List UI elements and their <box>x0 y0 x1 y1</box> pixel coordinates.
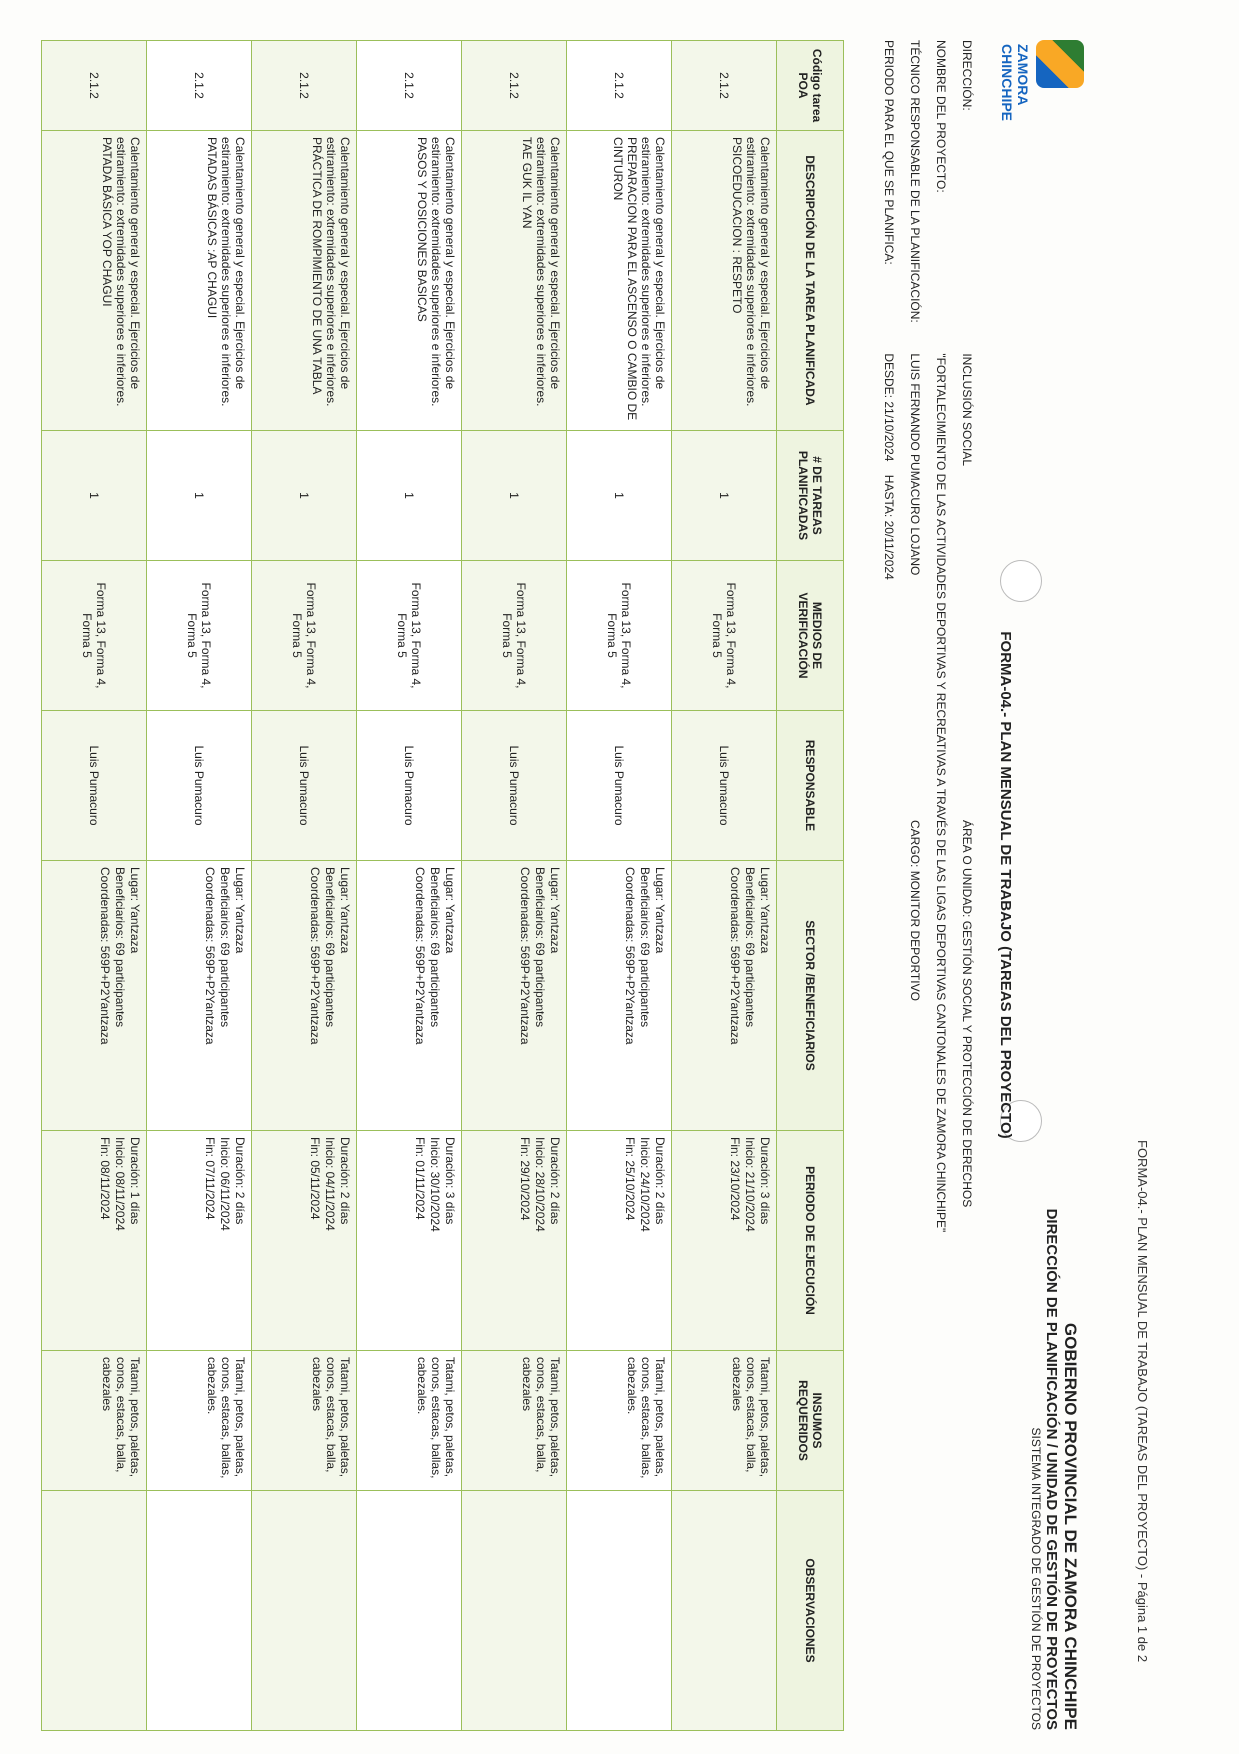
required-supplies: Tatami, petos, paletas, conos, estacas, ballas, cabezales. <box>357 1351 462 1491</box>
table-row <box>357 41 462 1731</box>
verification-means: Forma 13, Forma 4, Forma 5 <box>252 561 357 711</box>
desde-value: 21/10/2024 <box>882 401 896 462</box>
sector-beneficiaries-coord: Coordenadas: 569P+P2Yantzaza <box>728 867 742 1045</box>
required-supplies: Tatami, petos, paletas, conos, estacas, balla, cabezales <box>252 1351 357 1491</box>
responsible: Luis Pumacuro <box>462 711 567 861</box>
responsible: Luis Pumacuro <box>147 711 252 861</box>
tecnico-label: TÉCNICO RESPONSABLE DE LA PLANIFICACIÓN: <box>908 40 922 323</box>
government-block <box>1029 1209 1080 1730</box>
execution-period-dur: Duración: 2 días <box>548 1137 562 1225</box>
required-supplies: Tatami, petos, paletas, conos, estacas, balla, cabezales <box>672 1351 777 1491</box>
desde-label: DESDE: <box>882 353 896 399</box>
direccion-label: DIRECCIÓN: <box>960 40 974 111</box>
task-code: 2.1.2 <box>147 41 252 131</box>
sector-beneficiaries-lugar: Lugar: Yantzaza <box>758 867 772 954</box>
sector-beneficiaries-coord: Coordenadas: 569P+P2Yantzaza <box>518 867 532 1045</box>
column-header: Código tarea POA <box>777 41 844 131</box>
table-header-row <box>777 41 844 1731</box>
execution-period <box>42 1131 147 1351</box>
direccion-value: INCLUSIÓN SOCIAL <box>960 353 974 467</box>
execution-period-ini: Inicio: 24/10/2024 <box>638 1137 652 1232</box>
observations <box>147 1491 252 1731</box>
required-supplies: Tatami, petos, paletas, conos, estacas, ballas, cabezales. <box>567 1351 672 1491</box>
table-row <box>672 41 777 1731</box>
task-description: Calentamiento general y especial. Ejercicios de estiramiento: extremidades superiores e inferiores. PRÁCTICA DE ROMPIMIENTO DE UNA TABLA <box>252 131 357 431</box>
proyecto-value: "FORTALECIMIENTO DE LAS ACTIVIDADES DEPORTIVAS Y RECREATIVAS A TRAVÉS DE LAS LIGAS DEPORTIVAS CANTONALES DE ZAMORA CHINCHIPE" <box>934 353 948 1233</box>
proyecto-label: NOMBRE DEL PROYECTO: <box>934 40 948 193</box>
gov-name: GOBIERNO PROVINCIAL DE ZAMORA CHINCHIPE <box>1061 1322 1080 1730</box>
table-body <box>42 41 777 1731</box>
execution-period-ini: Inicio: 08/11/2024 <box>113 1137 127 1231</box>
hasta-value: 20/11/2024 <box>882 520 896 580</box>
execution-period-ini: Inicio: 21/10/2024 <box>743 1137 757 1232</box>
table-row <box>42 41 147 1731</box>
responsible: Luis Pumacuro <box>357 711 462 861</box>
sector-beneficiaries <box>252 861 357 1131</box>
task-description: Calentamiento general y especial. Ejercicios de estiramiento: extremidades superiores e inferiores. PATADA BÁSICA YOP CHAGUI <box>42 131 147 431</box>
task-count: 1 <box>357 431 462 561</box>
form-header <box>974 40 1084 1730</box>
column-header: SECTOR /BENEFICIARIOS <box>777 861 844 1131</box>
task-count: 1 <box>567 431 672 561</box>
sector-beneficiaries-lugar: Lugar: Yantzaza <box>443 867 457 954</box>
sector-beneficiaries-benef: Beneficiarios: 69 participantes <box>323 867 337 1028</box>
responsible: Luis Pumacuro <box>672 711 777 861</box>
task-code: 2.1.2 <box>42 41 147 131</box>
task-code: 2.1.2 <box>567 41 672 131</box>
rotated-form <box>24 40 1084 1730</box>
execution-period <box>672 1131 777 1351</box>
execution-period-fin: Fin: 01/11/2024 <box>413 1137 427 1220</box>
observations <box>567 1491 672 1731</box>
execution-period <box>567 1131 672 1351</box>
sector-beneficiaries-benef: Beneficiarios: 69 participantes <box>428 867 442 1028</box>
sector-beneficiaries <box>462 861 567 1131</box>
form-metadata <box>844 40 974 1730</box>
gov-unit: DIRECCIÓN DE PLANIFICACIÓN / UNIDAD DE GESTIÓN DE PROYECTOS <box>1043 1208 1060 1730</box>
execution-period-ini: Inicio: 06/11/2024 <box>218 1137 232 1231</box>
execution-period-ini: Inicio: 30/10/2024 <box>428 1137 442 1232</box>
page-footer: FORMA-04.- PLAN MENSUAL DE TRABAJO (TAREAS DEL PROYECTO) - Página 1 de 2 <box>1135 1140 1150 1663</box>
verification-means: Forma 13, Forma 4, Forma 5 <box>357 561 462 711</box>
task-code: 2.1.2 <box>462 41 567 131</box>
table-row <box>147 41 252 1731</box>
verification-means: Forma 13, Forma 4, Forma 5 <box>42 561 147 711</box>
verification-means: Forma 13, Forma 4, Forma 5 <box>147 561 252 711</box>
table-row <box>462 41 567 1731</box>
column-header: PERIODO DE EJECUCIÓN <box>777 1131 844 1351</box>
area-label: ÁREA O UNIDAD: <box>960 820 974 918</box>
sector-beneficiaries-benef: Beneficiarios: 69 participantes <box>113 867 127 1028</box>
table-row <box>252 41 357 1731</box>
task-description: Calentamiento general y especial. Ejercicios de estiramiento: extremidades superiores e inferiores. PATADAS BÁSICAS :AP CHAGUI <box>147 131 252 431</box>
execution-period-dur: Duración: 2 días <box>653 1137 667 1225</box>
task-count: 1 <box>672 431 777 561</box>
observations <box>357 1491 462 1731</box>
column-header: MEDIOS DE VERIFICACIÓN <box>777 561 844 711</box>
column-header: OBSERVACIONES <box>777 1491 844 1731</box>
task-count: 1 <box>252 431 357 561</box>
sector-beneficiaries <box>567 861 672 1131</box>
task-description: Calentamiento general y especial. Ejercicios de estiramiento: extremidades superiores e inferiores. PREPARACION PARA EL ASCENSO O CAMBIO DE CINTURON <box>567 131 672 431</box>
execution-period <box>252 1131 357 1351</box>
execution-period-dur: Duración: 2 días <box>338 1137 352 1225</box>
sector-beneficiaries-coord: Coordenadas: 569P+P2Yantzaza <box>203 867 217 1045</box>
task-description: Calentamiento general y especial. Ejercicios de estiramiento: extremidades superiores e inferiores. PSICOEDUCACION : RESPETO <box>672 131 777 431</box>
sector-beneficiaries <box>672 861 777 1131</box>
sector-beneficiaries-coord: Coordenadas: 569P+P2Yantzaza <box>413 867 427 1045</box>
observations <box>42 1491 147 1731</box>
sector-beneficiaries-benef: Beneficiarios: 69 participantes <box>743 867 757 1028</box>
required-supplies: Tatami, petos, paletas, conos, estacas, ballas, cabezales. <box>147 1351 252 1491</box>
execution-period-ini: Inicio: 28/10/2024 <box>533 1137 547 1232</box>
responsible: Luis Pumacuro <box>252 711 357 861</box>
verification-means: Forma 13, Forma 4, Forma 5 <box>672 561 777 711</box>
sector-beneficiaries-coord: Coordenadas: 569P+P2Yantzaza <box>623 867 637 1045</box>
task-count: 1 <box>147 431 252 561</box>
hasta-label: HASTA: <box>882 474 896 518</box>
sector-beneficiaries-lugar: Lugar: Yantzaza <box>233 867 247 954</box>
execution-period <box>462 1131 567 1351</box>
execution-period-fin: Fin: 25/10/2024 <box>623 1137 637 1221</box>
observations <box>252 1491 357 1731</box>
sector-beneficiaries-lugar: Lugar: Yantzaza <box>548 867 562 954</box>
tecnico-value: LUIS FERNANDO PUMACURO LOJANO <box>908 353 922 576</box>
observations <box>462 1491 567 1731</box>
execution-period-fin: Fin: 07/11/2024 <box>203 1137 217 1220</box>
required-supplies: Tatami, petos, paletas, conos, estacas, balla, cabezales <box>462 1351 567 1491</box>
execution-period-dur: Duración: 2 días <box>233 1137 247 1225</box>
sector-beneficiaries-benef: Beneficiarios: 69 participantes <box>638 867 652 1028</box>
area-value: GESTIÓN SOCIAL Y PROTECCIÓN DE DERECHOS <box>960 920 974 1208</box>
form-title: FORMA-04.- PLAN MENSUAL DE TRABAJO (TAREAS DEL PROYECTO) <box>997 631 1014 1139</box>
column-header: RESPONSABLE <box>777 711 844 861</box>
sector-beneficiaries-lugar: Lugar: Yantzaza <box>338 867 352 954</box>
tasks-table <box>41 40 844 1731</box>
execution-period-dur: Duración: 3 días <box>443 1137 457 1225</box>
logo-text: ZAMORA CHINCHIPE <box>999 44 1031 122</box>
execution-period-ini: Inicio: 04/11/2024 <box>323 1137 337 1231</box>
gov-system: SISTEMA INTEGRADO DE GESTIÓN DE PROYECTOS <box>1029 1427 1043 1730</box>
execution-period <box>357 1131 462 1351</box>
column-header: # DE TAREAS PLANIFICADAS <box>777 431 844 561</box>
execution-period-dur: Duración: 1 días <box>128 1137 142 1225</box>
task-count: 1 <box>42 431 147 561</box>
execution-period-fin: Fin: 29/10/2024 <box>518 1137 532 1221</box>
sector-beneficiaries <box>357 861 462 1131</box>
logo-icon <box>1036 40 1084 88</box>
verification-means: Forma 13, Forma 4, Forma 5 <box>462 561 567 711</box>
execution-period-fin: Fin: 05/11/2024 <box>308 1137 322 1220</box>
sector-beneficiaries-coord: Coordenadas: 569P+P2Yantzaza <box>308 867 322 1045</box>
sector-beneficiaries-benef: Beneficiarios: 69 participantes <box>218 867 232 1028</box>
sector-beneficiaries-benef: Beneficiarios: 69 participantes <box>533 867 547 1028</box>
periodo-label: PERIODO PARA EL QUE SE PLANIFICA: <box>882 40 896 265</box>
sector-beneficiaries-lugar: Lugar: Yantzaza <box>653 867 667 954</box>
cargo-label: CARGO: <box>908 820 922 868</box>
sector-beneficiaries-coord: Coordenadas: 569P+P2Yantzaza <box>98 867 112 1045</box>
sector-beneficiaries-lugar: Lugar: Yantzaza <box>128 867 142 954</box>
execution-period-dur: Duración: 3 días <box>758 1137 772 1225</box>
execution-period <box>147 1131 252 1351</box>
table-row <box>567 41 672 1731</box>
task-count: 1 <box>462 431 567 561</box>
observations <box>672 1491 777 1731</box>
task-code: 2.1.2 <box>672 41 777 131</box>
task-code: 2.1.2 <box>357 41 462 131</box>
task-description: Calentamiento general y especial. Ejercicios de estiramiento: extremidades superiores e inferiores. TAE GUK IL YAN <box>462 131 567 431</box>
execution-period-fin: Fin: 23/10/2024 <box>728 1137 742 1221</box>
responsible: Luis Pumacuro <box>567 711 672 861</box>
sector-beneficiaries <box>42 861 147 1131</box>
responsible: Luis Pumacuro <box>42 711 147 861</box>
column-header: DESCRIPCIÓN DE LA TAREA PLANIFICADA <box>777 131 844 431</box>
execution-period-fin: Fin: 08/11/2024 <box>98 1137 112 1220</box>
cargo-value: MONITOR DEPORTIVO <box>908 870 922 1001</box>
task-code: 2.1.2 <box>252 41 357 131</box>
task-description: Calentamiento general y especial. Ejercicios de estiramiento: extremidades superiores e inferiores. PASOS Y POSICIONES BASICAS <box>357 131 462 431</box>
required-supplies: Tatami, petos, paletas, conos, estacas, balla, cabezales <box>42 1351 147 1491</box>
sector-beneficiaries <box>147 861 252 1131</box>
column-header: INSUMOS REQUERIDOS <box>777 1351 844 1491</box>
verification-means: Forma 13, Forma 4, Forma 5 <box>567 561 672 711</box>
